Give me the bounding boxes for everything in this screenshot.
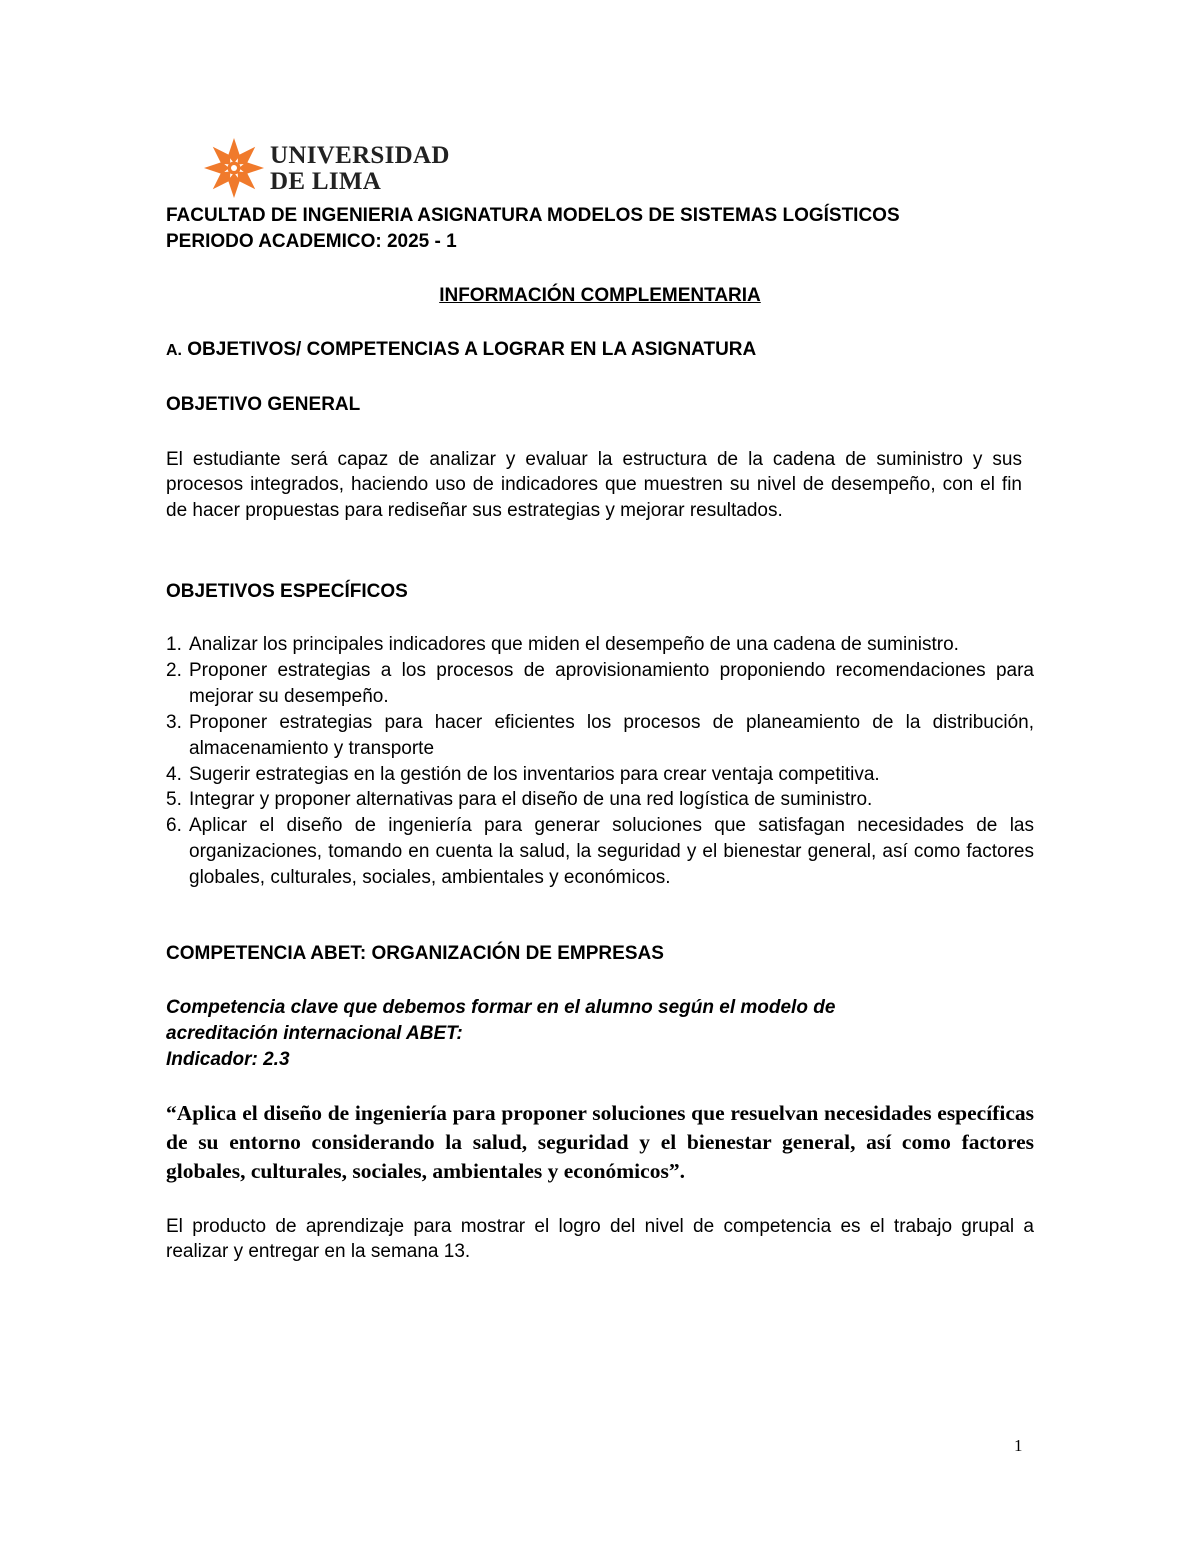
list-item bbox=[166, 762, 1034, 788]
list-item bbox=[166, 787, 1034, 813]
specific-objectives-heading: OBJETIVOS ESPECÍFICOS bbox=[166, 581, 408, 602]
list-item-text: Proponer estrategias a los procesos de aprovisionamiento proponiendo recomendaciones para mejorar su desempeño. bbox=[189, 659, 1034, 707]
list-item-number: 1. bbox=[166, 634, 182, 655]
specific-objectives-list bbox=[166, 632, 1034, 891]
list-item-text: Sugerir estrategias en la gestión de los inventarios para crear ventaja competitiva. bbox=[189, 763, 880, 785]
competency-quote: “Aplica el diseño de ingeniería para proponer soluciones que resuelvan necesidades específicas de su entorno considerando la salud, seguridad y el bienestar general, así como factores globales, culturales, sociales, ambientales y económicos”. bbox=[166, 1101, 1034, 1183]
section-a-heading bbox=[166, 337, 1066, 364]
indicator-label: Indicador: 2.3 bbox=[166, 1049, 290, 1070]
faculty-course-heading: FACULTAD DE INGENIERIA ASIGNATURA MODELOS DE SISTEMAS LOGÍSTICOS bbox=[166, 205, 900, 226]
list-item bbox=[166, 632, 1034, 658]
logo-wordmark bbox=[270, 143, 450, 195]
section-a-title: OBJETIVOS/ COMPETENCIAS A LOGRAR EN LA ASIGNATURA bbox=[182, 339, 757, 360]
section-a-prefix: A. bbox=[166, 342, 182, 359]
list-item bbox=[166, 813, 1034, 891]
general-objective-heading: OBJETIVO GENERAL bbox=[166, 394, 361, 415]
list-item-number: 4. bbox=[166, 763, 182, 785]
list-item bbox=[166, 710, 1034, 762]
document-title: INFORMACIÓN COMPLEMENTARIA bbox=[439, 285, 761, 306]
list-item-text: Analizar los principales indicadores que miden el desempeño de una cadena de suministro. bbox=[189, 634, 959, 655]
list-item bbox=[166, 658, 1034, 710]
list-item-text: Integrar y proponer alternativas para el diseño de una red logística de suministro. bbox=[189, 789, 873, 811]
list-item-number: 3. bbox=[166, 711, 182, 733]
list-item-text: Aplicar el diseño de ingeniería para generar soluciones que satisfagan necesidades de las organizaciones, tomando en cuenta la salud, la seguridad y el bienestar general, así como factores globales, culturales, sociales, ambientales y económicos. bbox=[189, 815, 1034, 889]
abet-competency-heading: COMPETENCIA ABET: ORGANIZACIÓN DE EMPRESAS bbox=[166, 943, 664, 964]
logo-line-2: DE LIMA bbox=[270, 168, 382, 195]
list-item-number: 5. bbox=[166, 789, 182, 811]
list-item-number: 2. bbox=[166, 659, 182, 681]
key-competency-line-2: acreditación internacional ABET: bbox=[166, 1023, 463, 1044]
star-flower-logo-icon bbox=[203, 137, 265, 199]
logo-line-1: UNIVERSIDAD bbox=[270, 142, 450, 169]
list-item-number: 6. bbox=[166, 815, 182, 837]
learning-product-text: El producto de aprendizaje para mostrar el logro del nivel de competencia es el trabajo grupal a realizar y entregar en la semana 13. bbox=[166, 1216, 1034, 1263]
general-objective-text: El estudiante será capaz de analizar y evaluar la estructura de la cadena de suministro y sus procesos integrados, haciendo uso de indicadores que muestren su nivel de desempeño, con el fin de hacer propuestas para rediseñar sus estrategias y mejorar resultados. bbox=[166, 449, 1022, 521]
academic-period-heading: PERIODO ACADEMICO: 2025 - 1 bbox=[166, 231, 457, 252]
key-competency-line-1: Competencia clave que debemos formar en el alumno según el modelo de bbox=[166, 997, 836, 1018]
page-number: 1 bbox=[1014, 1436, 1023, 1455]
list-item-text: Proponer estrategias para hacer eficientes los procesos de planeamiento de la distribución, almacenamiento y transporte bbox=[189, 711, 1034, 759]
